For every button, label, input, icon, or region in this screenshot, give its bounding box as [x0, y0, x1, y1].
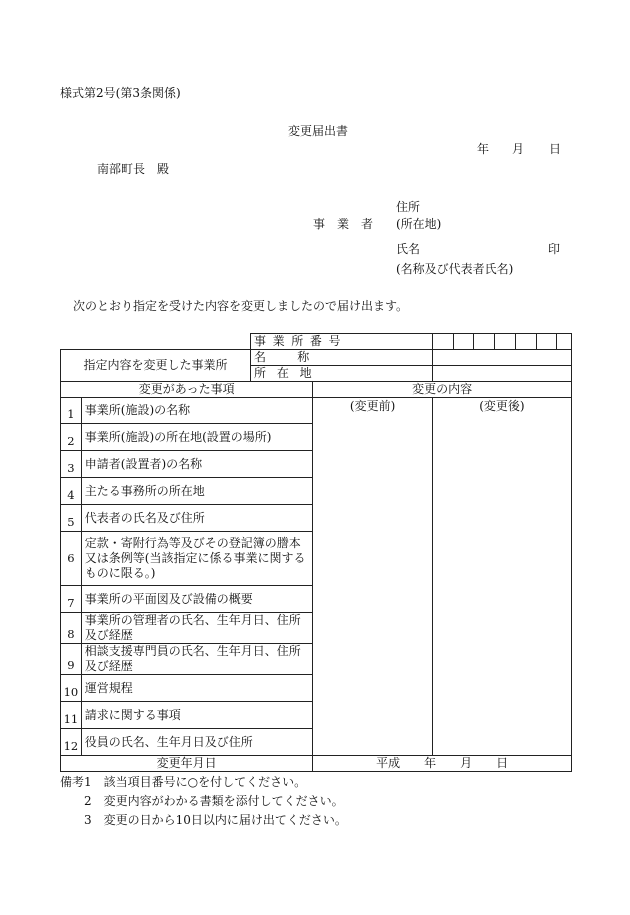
- address-label: 住所: [396, 200, 421, 214]
- date-day-label: 日: [549, 142, 562, 156]
- business-label: 事 業 者: [313, 217, 374, 231]
- location-label: (所在地): [396, 217, 442, 231]
- after-change-label: (変更後): [479, 399, 525, 413]
- date-year-label: 年: [477, 142, 490, 156]
- item-text: 定款・寄附行為等及びその登記簿の謄本又は条例等(当該指定に係る事業に関するものに限る。): [81, 532, 313, 586]
- date-month-label: 月: [512, 142, 525, 156]
- office-number-digit-5[interactable]: [515, 334, 536, 350]
- remarks: [60, 773, 347, 830]
- office-section-label: 指定内容を変更した事業所: [61, 350, 251, 382]
- item-text: 運営規程: [81, 675, 313, 702]
- applicant-name-label: 氏名: [396, 242, 421, 256]
- item-number[interactable]: 4: [61, 478, 82, 505]
- item-text: 申請者(設置者)の名称: [81, 451, 313, 478]
- change-form-table: [60, 333, 572, 772]
- item-number[interactable]: 1: [61, 398, 82, 424]
- item-number[interactable]: 6: [61, 532, 82, 586]
- item-text: 事業所(施設)の所在地(設置の場所): [81, 424, 313, 451]
- office-number-digit-2[interactable]: [453, 334, 474, 350]
- addressee: 南部町長 殿: [97, 162, 170, 176]
- item-number[interactable]: 3: [61, 451, 82, 478]
- office-number-digit-3[interactable]: [474, 334, 495, 350]
- change-content-header: 変更の内容: [313, 382, 572, 398]
- item-text: 役員の氏名、生年月日及び住所: [81, 729, 313, 756]
- item-number[interactable]: 11: [61, 702, 82, 729]
- before-change-cell[interactable]: [313, 398, 432, 756]
- item-number[interactable]: 9: [61, 644, 82, 675]
- office-location-label: 所在地: [251, 366, 433, 382]
- item-text: 代表者の氏名及び住所: [81, 505, 313, 532]
- intro-text: 次のとおり指定を受けた内容を変更しましたので届け出ます。: [73, 299, 409, 313]
- item-number[interactable]: 10: [61, 675, 82, 702]
- item-text: 事業所(施設)の名称: [81, 398, 313, 424]
- office-number-digit-6[interactable]: [536, 334, 557, 350]
- change-date-label: 変更年月日: [61, 756, 313, 772]
- item-number[interactable]: 5: [61, 505, 82, 532]
- office-name-label: 名称: [251, 350, 433, 366]
- remark-2: 2 変更内容がわかる書類を添付してください。: [84, 794, 344, 808]
- item-text: 事業所の管理者の氏名、生年月日、住所及び経歴: [81, 613, 313, 644]
- item-number[interactable]: 7: [61, 586, 82, 613]
- office-number-digit-4[interactable]: [495, 334, 516, 350]
- office-number-label: 事業所番号: [251, 334, 433, 350]
- office-number-digit-1[interactable]: [432, 334, 453, 350]
- remark-1: 備考1 該当項目番号に○を付してください。: [60, 775, 307, 789]
- item-text: 主たる事務所の所在地: [81, 478, 313, 505]
- office-number-digit-7[interactable]: [557, 334, 572, 350]
- before-change-label: (変更前): [349, 399, 396, 413]
- remark-3: 3 変更の日から10日以内に届け出てください。: [84, 813, 347, 827]
- office-name-field[interactable]: [432, 350, 571, 366]
- form-label: 様式第2号(第3条関係): [60, 86, 181, 100]
- seal-label: 印: [548, 242, 561, 256]
- office-location-field[interactable]: [432, 366, 571, 382]
- document-title: 変更届出書: [288, 124, 349, 138]
- item-text: 事業所の平面図及び設備の概要: [81, 586, 313, 613]
- changed-items-header: 変更があった事項: [61, 382, 313, 398]
- after-change-cell[interactable]: [432, 398, 571, 756]
- applicant-name-note: (名称及び代表者氏名): [396, 262, 514, 276]
- item-number[interactable]: 2: [61, 424, 82, 451]
- item-text: 請求に関する事項: [81, 702, 313, 729]
- item-number[interactable]: 12: [61, 729, 82, 756]
- item-text: 相談支援専門員の氏名、生年月日、住所及び経歴: [81, 644, 313, 675]
- item-number[interactable]: 8: [61, 613, 82, 644]
- change-date-field[interactable]: 平成 年 月 日: [313, 756, 572, 772]
